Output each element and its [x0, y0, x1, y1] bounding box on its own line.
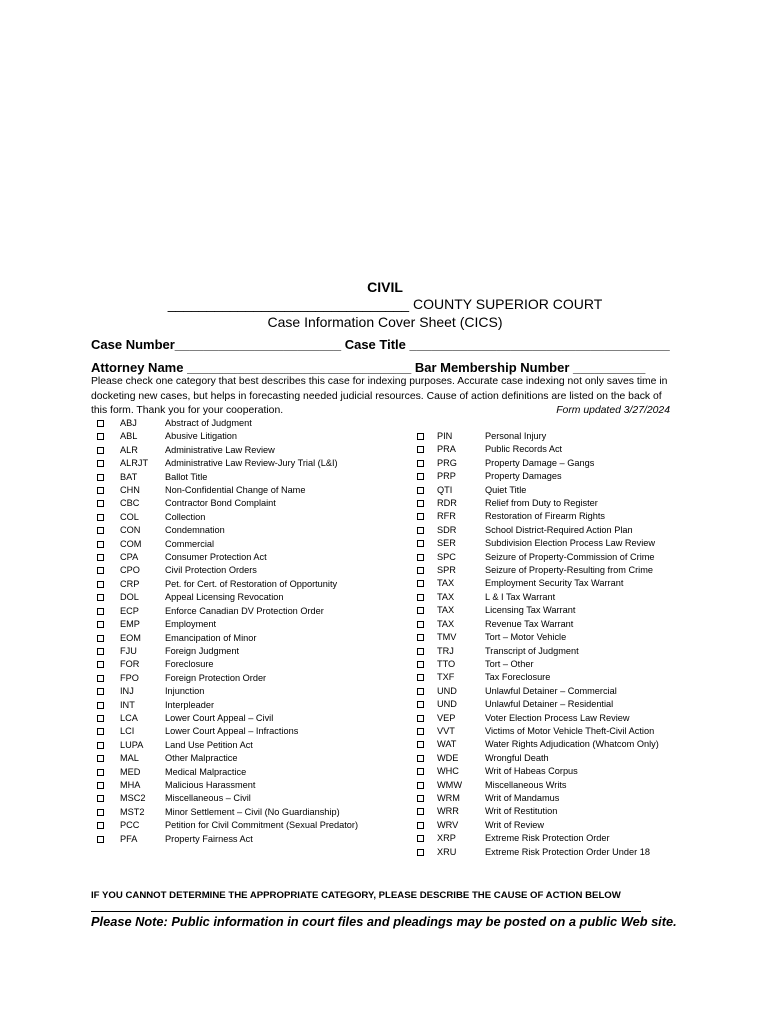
category-description: Interpleader — [165, 699, 215, 710]
checkbox[interactable] — [417, 782, 424, 789]
checkbox[interactable] — [97, 541, 104, 548]
category-code: TAX — [437, 591, 455, 602]
category-description: Lower Court Appeal – Civil — [165, 712, 274, 723]
checkbox[interactable] — [417, 688, 424, 695]
case-number-title-line: Case Number_______________________ Case Title ____________________________________ — [91, 337, 670, 352]
checkbox[interactable] — [97, 487, 104, 494]
checkbox[interactable] — [417, 554, 424, 561]
category-code: VVT — [437, 725, 455, 736]
checkbox[interactable] — [417, 701, 424, 708]
category-description: Personal Injury — [485, 431, 547, 441]
category-code: QTI — [437, 484, 453, 495]
checkbox[interactable] — [97, 809, 104, 816]
checkbox[interactable] — [417, 661, 424, 668]
category-item[interactable] — [417, 658, 687, 671]
category-item[interactable] — [417, 738, 687, 751]
category-code: LUPA — [120, 739, 144, 750]
category-description: Lower Court Appeal – Infractions — [165, 726, 299, 737]
checkbox[interactable] — [97, 608, 104, 615]
category-code: ALR — [120, 444, 138, 455]
category-code: WRM — [437, 792, 460, 803]
category-item[interactable] — [97, 712, 407, 725]
checkbox[interactable] — [97, 527, 104, 534]
category-list-left — [97, 417, 407, 846]
checkbox[interactable] — [97, 648, 104, 655]
category-item[interactable] — [417, 712, 687, 725]
checkbox[interactable] — [97, 420, 104, 427]
category-description: Property Damages — [485, 471, 562, 482]
category-description: Consumer Protection Act — [165, 552, 267, 563]
category-description: Foreign Judgment — [165, 645, 240, 656]
category-item[interactable] — [97, 551, 407, 564]
checkbox[interactable] — [417, 621, 424, 628]
checkbox[interactable] — [97, 567, 104, 574]
checkbox[interactable] — [417, 513, 424, 520]
category-description: Other Malpractice — [165, 753, 238, 764]
category-description: Civil Protection Orders — [165, 565, 257, 576]
checkbox[interactable] — [97, 554, 104, 561]
checkbox[interactable] — [417, 433, 424, 440]
category-description: Property Damage – Gangs — [485, 457, 595, 468]
category-item[interactable] — [97, 457, 407, 470]
category-description: Tort – Motor Vehicle — [485, 632, 567, 643]
category-code: CPA — [120, 552, 139, 563]
category-code: TRJ — [437, 645, 454, 656]
category-code: EMP — [120, 619, 140, 630]
category-item[interactable] — [97, 779, 407, 792]
checkbox[interactable] — [97, 742, 104, 749]
checkbox[interactable] — [97, 661, 104, 668]
category-description: Writ of Review — [485, 819, 545, 830]
category-code: FOR — [120, 659, 140, 670]
category-code: BAT — [120, 471, 138, 482]
category-code: ECP — [120, 605, 139, 616]
category-item[interactable] — [97, 819, 407, 832]
category-description: Transcript of Judgment — [485, 645, 579, 656]
category-description: Public Records Act — [485, 444, 563, 455]
category-description: Malicious Harassment — [165, 779, 256, 790]
category-description: Abusive Litigation — [165, 431, 238, 442]
checkbox[interactable] — [417, 540, 424, 547]
form-heading-civil: CIVIL — [367, 279, 403, 295]
category-description: Miscellaneous Writs — [485, 779, 567, 790]
category-item[interactable] — [97, 564, 407, 577]
category-item[interactable] — [97, 672, 407, 685]
cause-of-action-line — [91, 911, 641, 912]
attorney-bar-line: Attorney Name _______________________________ Bar Membership Number __________ — [91, 360, 646, 375]
category-code: PRA — [437, 444, 456, 455]
category-code: XRP — [437, 833, 456, 844]
category-description: Unlawful Detainer – Commercial — [485, 685, 617, 696]
category-item[interactable] — [417, 591, 687, 604]
category-code: PIN — [437, 431, 453, 441]
category-item[interactable] — [417, 645, 687, 658]
category-item[interactable] — [417, 832, 687, 845]
category-code: ALRJT — [120, 458, 149, 469]
category-description: Employment — [165, 619, 217, 630]
category-code: MHA — [120, 779, 141, 790]
category-description: Voter Election Process Law Review — [485, 712, 630, 723]
category-item[interactable] — [417, 564, 687, 577]
category-item[interactable] — [417, 765, 687, 778]
category-item[interactable] — [417, 510, 687, 523]
category-code: PRG — [437, 457, 457, 468]
category-item[interactable] — [97, 497, 407, 510]
category-description: Collection — [165, 511, 206, 522]
category-item[interactable] — [417, 497, 687, 510]
checkbox[interactable] — [97, 474, 104, 481]
checkbox[interactable] — [97, 675, 104, 682]
category-description: Appeal Licensing Revocation — [165, 592, 284, 603]
checkbox[interactable] — [97, 822, 104, 829]
category-description: Wrongful Death — [485, 752, 549, 763]
category-description: Victims of Motor Vehicle Theft-Civil Action — [485, 725, 655, 736]
checkbox[interactable] — [97, 769, 104, 776]
checkbox[interactable] — [417, 674, 424, 681]
checkbox[interactable] — [97, 728, 104, 735]
category-item[interactable] — [97, 417, 407, 430]
category-code: CBC — [120, 498, 140, 509]
category-item[interactable] — [97, 605, 407, 618]
checkbox[interactable] — [417, 487, 424, 494]
public-information-note: Please Note: Public information in court files and pleadings may be posted on a public Web site. — [91, 914, 677, 929]
category-item[interactable] — [417, 779, 687, 792]
category-item[interactable] — [97, 578, 407, 591]
category-description: L & I Tax Warrant — [485, 591, 556, 602]
category-item[interactable] — [417, 671, 687, 684]
checkbox[interactable] — [97, 447, 104, 454]
category-item[interactable] — [97, 833, 407, 846]
category-item[interactable] — [97, 645, 407, 658]
checkbox[interactable] — [417, 634, 424, 641]
category-description: Enforce Canadian DV Protection Order — [165, 605, 324, 616]
category-code: TAX — [437, 618, 455, 629]
category-code: WRR — [437, 806, 459, 817]
category-code: WMW — [437, 779, 462, 790]
cannot-determine-heading: IF YOU CANNOT DETERMINE THE APPROPRIATE CATEGORY, PLEASE DESCRIBE THE CAUSE OF ACTION BELOW — [91, 890, 621, 901]
checkbox[interactable] — [97, 635, 104, 642]
checkbox[interactable] — [97, 621, 104, 628]
category-description: Employment Security Tax Warrant — [485, 578, 624, 589]
category-item[interactable] — [97, 739, 407, 752]
category-code: WRV — [437, 819, 459, 830]
category-item[interactable] — [417, 484, 687, 497]
category-item[interactable] — [417, 846, 687, 859]
category-description: Petition for Civil Commitment (Sexual Predator) — [165, 820, 359, 831]
category-item[interactable] — [97, 699, 407, 712]
checkbox[interactable] — [417, 755, 424, 762]
checkbox[interactable] — [97, 702, 104, 709]
category-description: Land Use Petition Act — [165, 739, 253, 750]
category-description: Administrative Law Review — [165, 444, 275, 455]
category-description: Foreclosure — [165, 659, 214, 670]
category-description: Quiet Title — [485, 484, 527, 495]
category-code: SER — [437, 538, 456, 549]
category-code: PFA — [120, 833, 138, 844]
category-code: CHN — [120, 485, 140, 496]
checkbox[interactable] — [97, 500, 104, 507]
category-description: Contractor Bond Complaint — [165, 498, 276, 509]
category-code: MAL — [120, 753, 139, 764]
category-description: Tax Foreclosure — [485, 672, 551, 683]
category-code: COM — [120, 538, 142, 549]
category-item[interactable] — [417, 470, 687, 483]
category-item[interactable] — [97, 632, 407, 645]
checkbox[interactable] — [417, 473, 424, 480]
category-description: Water Rights Adjudication (Whatcom Only) — [485, 739, 659, 750]
category-code: CPO — [120, 565, 140, 576]
category-description: Restoration of Firearm Rights — [485, 511, 605, 522]
category-code: LCI — [120, 726, 135, 737]
category-description: Foreign Protection Order — [165, 672, 267, 683]
checkbox[interactable] — [417, 580, 424, 587]
category-description: Writ of Habeas Corpus — [485, 766, 578, 777]
checkbox[interactable] — [97, 836, 104, 843]
category-item[interactable] — [417, 819, 687, 832]
category-item[interactable] — [417, 805, 687, 818]
checkbox[interactable] — [97, 755, 104, 762]
county-court-line: _______________________________ COUNTY SUPERIOR COURT — [167, 296, 603, 312]
category-item[interactable] — [97, 471, 407, 484]
category-item[interactable] — [97, 511, 407, 524]
checkbox[interactable] — [417, 795, 424, 802]
checkbox[interactable] — [97, 581, 104, 588]
category-item[interactable] — [97, 766, 407, 779]
category-item[interactable] — [97, 591, 407, 604]
category-code: MSC2 — [120, 793, 146, 804]
checkbox[interactable] — [417, 822, 424, 829]
category-code: FJU — [120, 645, 137, 656]
category-code: RDR — [437, 498, 457, 509]
category-item[interactable] — [417, 752, 687, 765]
checkbox[interactable] — [97, 715, 104, 722]
checkbox[interactable] — [417, 728, 424, 735]
category-item[interactable] — [417, 604, 687, 617]
category-description: Subdivision Election Process Law Review — [485, 538, 656, 549]
category-description: Revenue Tax Warrant — [485, 618, 574, 629]
checkbox[interactable] — [417, 808, 424, 815]
category-code: LCA — [120, 712, 138, 723]
category-description: Licensing Tax Warrant — [485, 605, 576, 616]
instructions-paragraph — [91, 375, 676, 419]
category-item[interactable] — [417, 537, 687, 550]
category-item[interactable] — [97, 806, 407, 819]
checkbox[interactable] — [417, 567, 424, 574]
checkbox[interactable] — [417, 607, 424, 614]
category-item[interactable] — [417, 551, 687, 564]
checkbox[interactable] — [97, 594, 104, 601]
checkbox[interactable] — [417, 741, 424, 748]
category-code: PRP — [437, 471, 456, 482]
category-code: ABJ — [120, 418, 137, 428]
category-description: Abstract of Judgment — [165, 418, 252, 428]
category-description: Minor Settlement – Civil (No Guardianship) — [165, 806, 340, 817]
category-description: Miscellaneous – Civil — [165, 793, 251, 804]
category-code: TTO — [437, 658, 456, 669]
category-code: SPC — [437, 551, 456, 562]
form-updated-date: Form updated 3/27/2024 — [556, 405, 670, 417]
category-item[interactable] — [97, 725, 407, 738]
category-code: CON — [120, 525, 141, 536]
checkbox[interactable] — [417, 715, 424, 722]
category-item[interactable] — [417, 631, 687, 644]
category-item[interactable] — [97, 484, 407, 497]
category-code: RFR — [437, 511, 456, 522]
checkbox[interactable] — [417, 849, 424, 856]
category-code: INT — [120, 699, 135, 710]
category-code: UND — [437, 699, 457, 710]
category-description: Pet. for Cert. of Restoration of Opportunity — [165, 578, 338, 589]
checkbox[interactable] — [417, 835, 424, 842]
category-item[interactable] — [417, 618, 687, 631]
category-code: WHC — [437, 766, 459, 777]
checkbox[interactable] — [417, 648, 424, 655]
category-code: DOL — [120, 592, 139, 603]
category-description: Unlawful Detainer – Residential — [485, 699, 614, 710]
category-description: Writ of Restitution — [485, 806, 558, 817]
category-description: Condemnation — [165, 525, 225, 536]
category-code: CRP — [120, 578, 140, 589]
category-item[interactable] — [417, 457, 687, 470]
category-description: Medical Malpractice — [165, 766, 247, 777]
category-code: TAX — [437, 605, 455, 616]
category-item[interactable] — [417, 685, 687, 698]
checkbox[interactable] — [97, 782, 104, 789]
category-code: TAX — [437, 578, 455, 589]
checkbox[interactable] — [97, 433, 104, 440]
category-item[interactable] — [97, 618, 407, 631]
category-code: FPO — [120, 672, 139, 683]
category-code: WAT — [437, 739, 457, 750]
category-item[interactable] — [417, 698, 687, 711]
instructions-text: Please check one category that best describes this case for indexing purposes. Accurate case indexing not only saves time in docketing new cases, but helps in forecasting needed judicial resources. Cause of action definitions are listed on the back of this form. Thank you for your cooperation. — [91, 376, 668, 417]
category-description: Writ of Mandamus — [485, 792, 560, 803]
checkbox[interactable] — [417, 594, 424, 601]
category-item[interactable] — [97, 444, 407, 457]
category-code: MED — [120, 766, 141, 777]
category-code: COL — [120, 511, 139, 522]
category-description: Commercial — [165, 538, 215, 549]
category-description: Tort – Other — [485, 658, 534, 669]
category-item[interactable] — [417, 725, 687, 738]
category-code: ABL — [120, 431, 138, 442]
category-code: WDE — [437, 752, 459, 763]
category-description: Emancipation of Minor — [165, 632, 257, 643]
category-description: Seizure of Property-Commission of Crime — [485, 551, 655, 562]
category-item[interactable] — [417, 577, 687, 590]
category-description: School District-Required Action Plan — [485, 524, 633, 535]
category-description: Non-Confidential Change of Name — [165, 485, 306, 496]
category-item[interactable] — [97, 430, 407, 443]
checkbox[interactable] — [417, 460, 424, 467]
category-item[interactable] — [97, 524, 407, 537]
checkbox[interactable] — [97, 514, 104, 521]
category-item[interactable] — [417, 792, 687, 805]
category-description: Extreme Risk Protection Order — [485, 833, 610, 844]
category-description: Seizure of Property-Resulting from Crime — [485, 565, 653, 576]
category-item[interactable] — [97, 658, 407, 671]
category-code: XRU — [437, 846, 457, 857]
category-code: SDR — [437, 524, 457, 535]
checkbox[interactable] — [417, 500, 424, 507]
category-code: TMV — [437, 632, 457, 643]
category-code: INJ — [120, 686, 134, 697]
category-code: SPR — [437, 565, 456, 576]
checkbox[interactable] — [97, 460, 104, 467]
category-code: VEP — [437, 712, 456, 723]
category-item[interactable] — [417, 524, 687, 537]
category-code: EOM — [120, 632, 141, 643]
category-code: UND — [437, 685, 457, 696]
category-item[interactable] — [97, 792, 407, 805]
category-description: Administrative Law Review-Jury Trial (L&I) — [165, 458, 338, 469]
category-description: Extreme Risk Protection Order Under 18 — [485, 846, 650, 857]
checkbox[interactable] — [417, 527, 424, 534]
form-title: Case Information Cover Sheet (CICS) — [267, 314, 503, 330]
category-item[interactable] — [417, 430, 687, 443]
checkbox[interactable] — [417, 446, 424, 453]
category-code: PCC — [120, 820, 140, 831]
category-item[interactable] — [97, 685, 407, 698]
category-item[interactable] — [97, 752, 407, 765]
checkbox[interactable] — [417, 768, 424, 775]
category-item[interactable] — [417, 443, 687, 456]
checkbox[interactable] — [97, 688, 104, 695]
category-list-right — [417, 430, 687, 859]
category-item[interactable] — [97, 538, 407, 551]
category-code: MST2 — [120, 806, 145, 817]
checkbox[interactable] — [97, 795, 104, 802]
category-description: Relief from Duty to Register — [485, 498, 598, 509]
category-description: Ballot Title — [165, 471, 208, 482]
category-description: Injunction — [165, 686, 205, 697]
category-code: TXF — [437, 672, 455, 683]
category-description: Property Fairness Act — [165, 833, 253, 844]
